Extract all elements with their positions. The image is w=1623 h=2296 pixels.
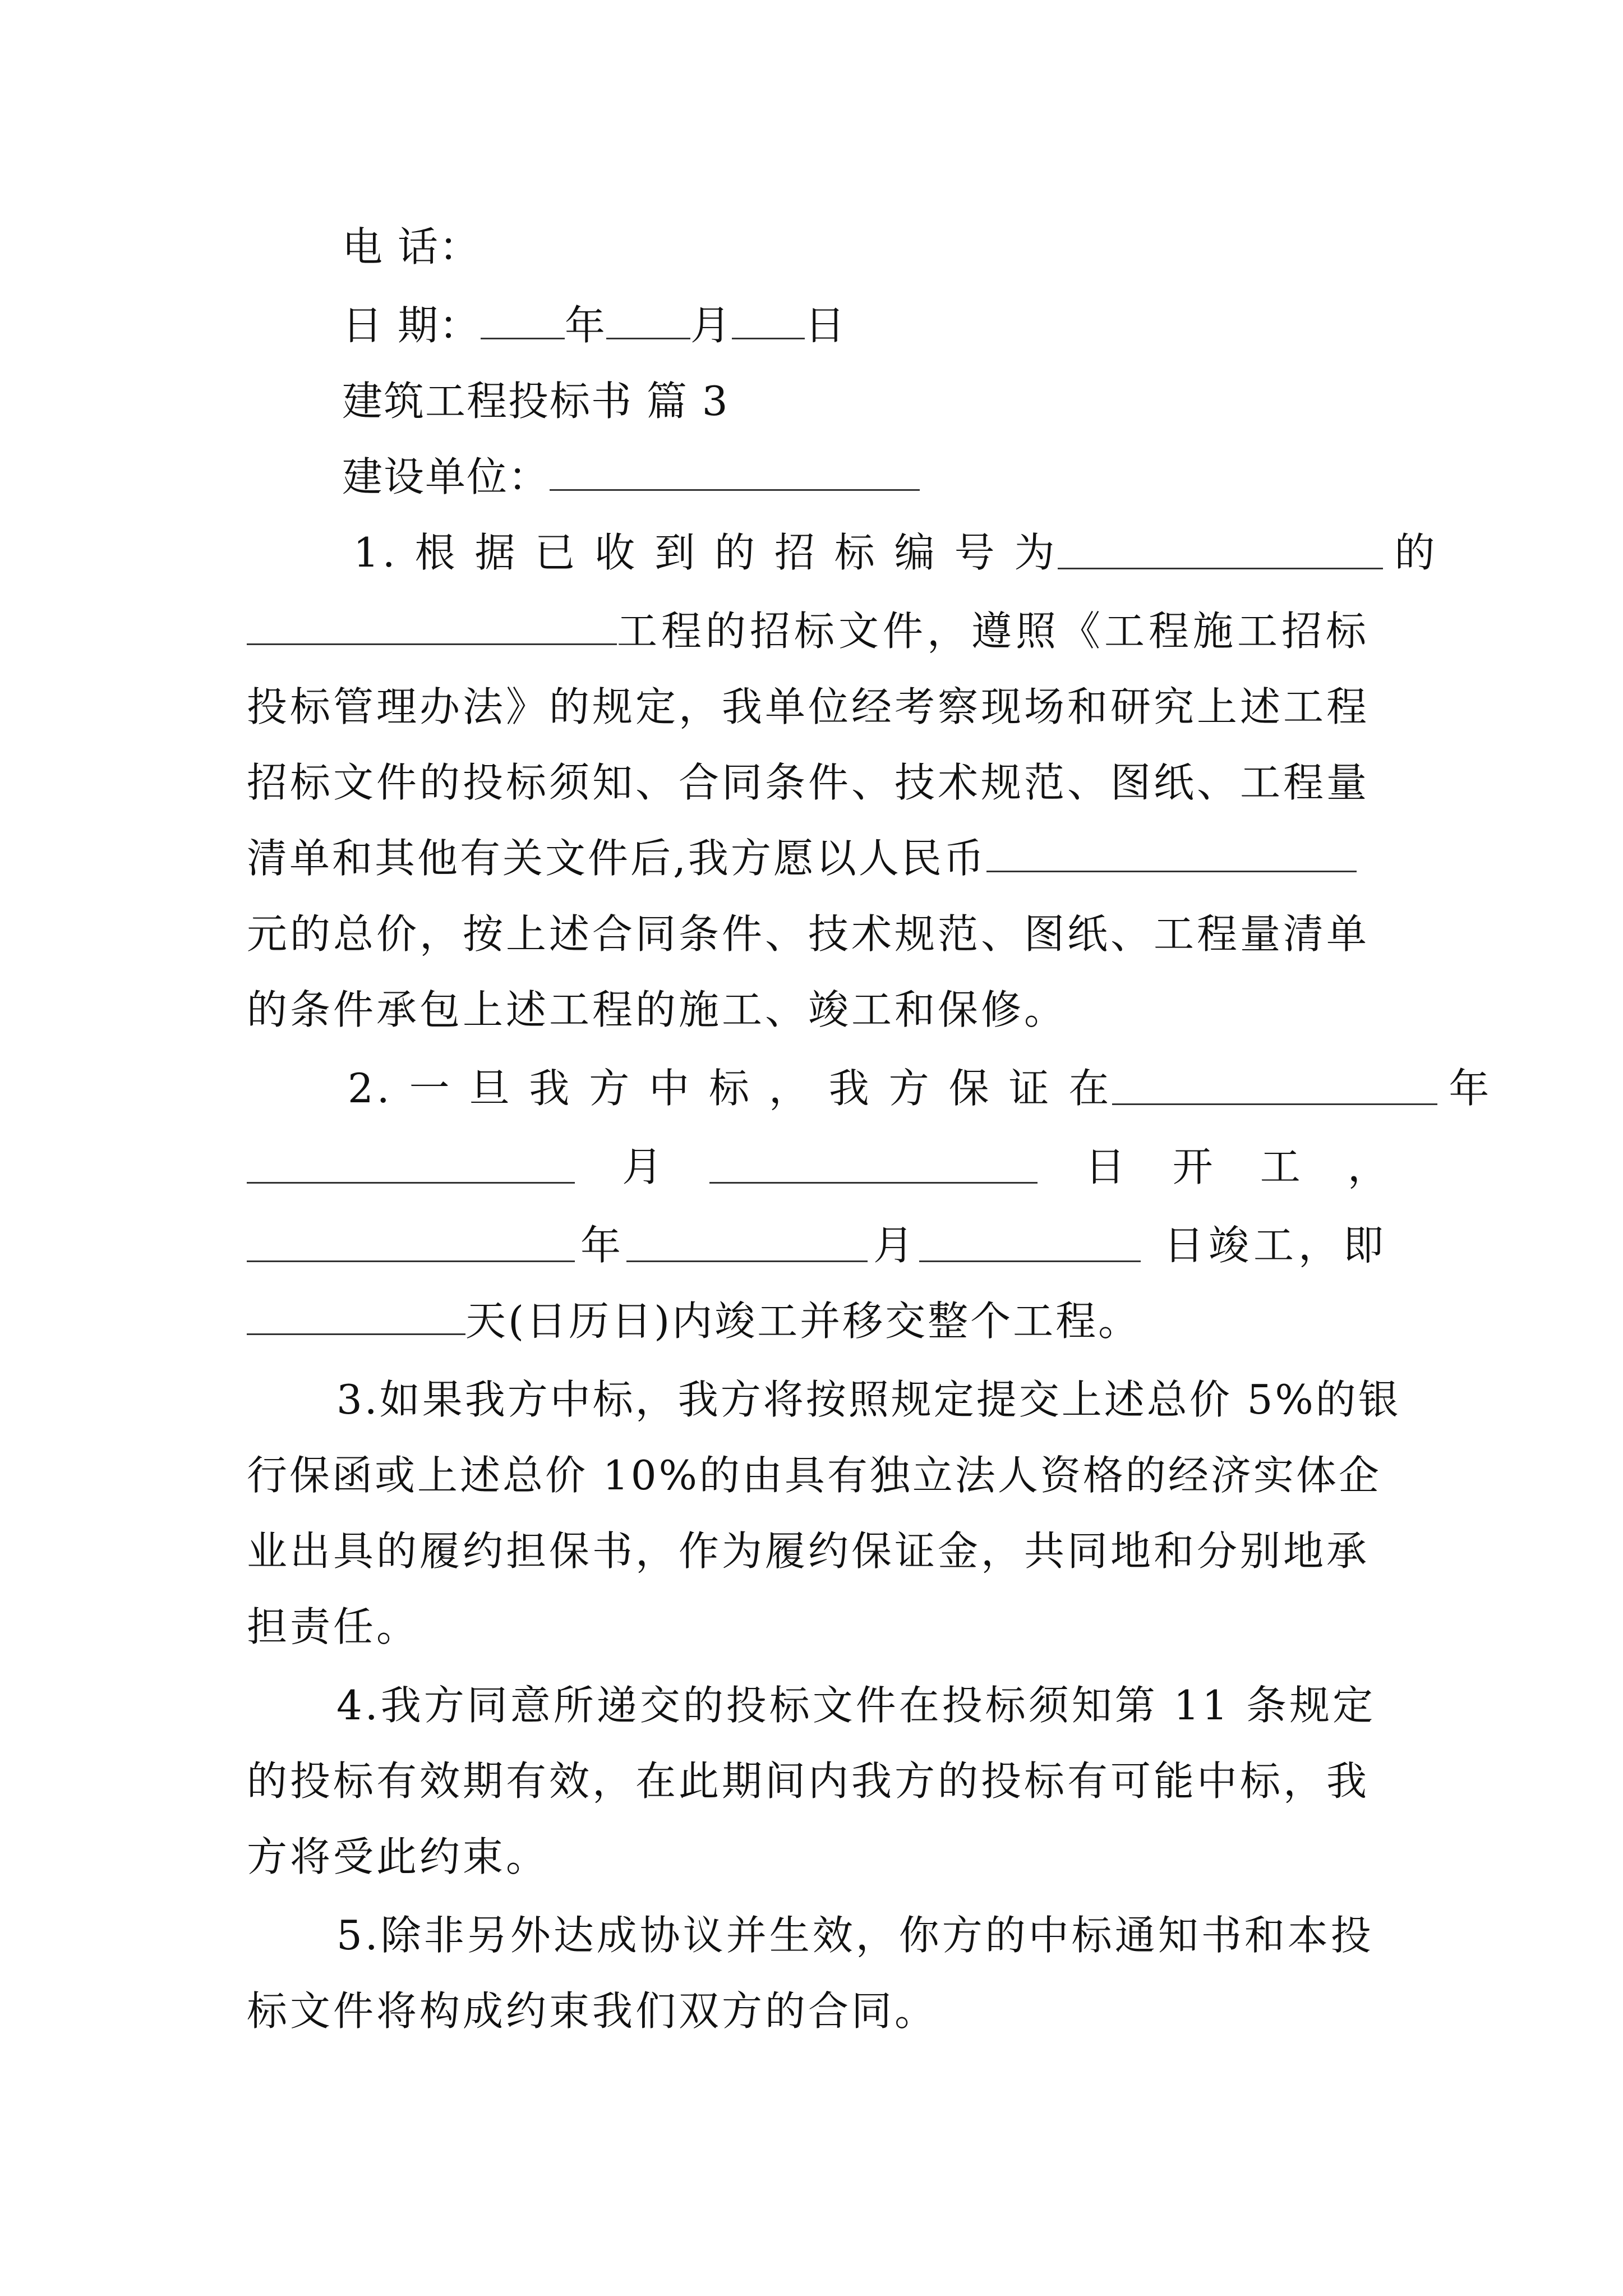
- clause-2-text-b: 年: [1449, 1065, 1490, 1112]
- date-year-blank: [481, 301, 565, 339]
- clause-1-line-1: [353, 524, 1435, 581]
- date-year-label: 年: [564, 302, 606, 349]
- clause-1-line-4: [247, 754, 1370, 811]
- clause-3-line-3: [247, 1523, 1370, 1579]
- clause-2-text-4: 天(日历日)内竣工并移交整个工程。: [465, 1297, 1141, 1345]
- clause-1-line-2: [247, 603, 1370, 659]
- date-day-blank: [732, 301, 805, 339]
- clause-2-month: 月: [622, 1143, 663, 1190]
- end-day-blank: [919, 1223, 1141, 1262]
- date-line: [342, 297, 846, 353]
- clause-1-text-7: 的条件承包上述工程的施工、竣工和保修。: [247, 986, 1068, 1033]
- clause-5-line-1: [336, 1907, 1374, 1963]
- clause-5-text-2: 标文件将构成约束我们双方的合同。: [247, 1987, 938, 2035]
- clause-2-text-a: 2. 一 旦 我 方 中 标 ， 我 方 保 证 在: [348, 1065, 1113, 1112]
- clause-1-text-6: 元的总价，按上述合同条件、技术规范、图纸、工程量清单: [247, 910, 1370, 958]
- phone-label: 电 话：: [342, 223, 481, 270]
- end-month-blank: [626, 1223, 868, 1262]
- clause-4-line-1: [336, 1677, 1376, 1733]
- date-month-label: 月: [690, 302, 732, 349]
- clause-1-line-6: [247, 906, 1370, 962]
- clause-4-text-3: 方将受此约束。: [247, 1833, 550, 1880]
- section-title: [342, 373, 729, 429]
- clause-3-line-1: [336, 1372, 1401, 1428]
- clause-3-text-1: 3.如果我方中标，我方将按照规定提交上述总价 5%的银: [336, 1376, 1401, 1423]
- clause-1-text-2: 工程的招标文件，遵照《工程施工招标: [617, 608, 1371, 655]
- date-label: 日 期：: [342, 302, 481, 349]
- clause-2-line-3: [247, 1217, 1388, 1273]
- clause-1-text-4: 招标文件的投标须知、合同条件、技术规范、图纸、工程量: [247, 759, 1370, 806]
- clause-1-line-5: [247, 830, 1357, 886]
- phone-line: [342, 219, 481, 275]
- clause-4-text-1: 4.我方同意所递交的投标文件在投标须知第 11 条规定: [336, 1682, 1376, 1729]
- clause-4-text-2: 的投标有效期有效，在此期间内我方的投标有可能中标，我: [247, 1757, 1370, 1805]
- end-year-blank: [247, 1223, 575, 1262]
- duration-blank: [247, 1296, 465, 1335]
- clause-2-line-2: [247, 1139, 1388, 1195]
- clause-1-line-7: [247, 982, 1067, 1038]
- section-title-text: 建筑工程投标书 篇 3: [342, 378, 729, 425]
- clause-1-line-3: [247, 679, 1370, 735]
- clause-3-line-4: [247, 1599, 419, 1655]
- owner-label: 建设单位：: [342, 453, 550, 500]
- amount-blank: [986, 834, 1357, 872]
- project-name-blank: [247, 606, 617, 645]
- clause-1-text-a: 1. 根 据 已 收 到 的 招 标 编 号 为: [353, 529, 1058, 576]
- start-year-blank: [1112, 1066, 1437, 1105]
- clause-1-text-b: 的: [1394, 529, 1435, 576]
- owner-blank: [550, 452, 920, 491]
- owner-line: [342, 449, 920, 505]
- clause-2-end-month: 月: [873, 1222, 914, 1269]
- clause-4-line-2: [247, 1753, 1370, 1809]
- clause-4-line-3: [247, 1829, 549, 1885]
- clause-1-text-5: 清单和其他有关文件后,我方愿以人民币: [247, 835, 986, 882]
- clause-2-end-year: 年: [580, 1222, 621, 1269]
- date-day-label: 日: [804, 302, 846, 349]
- clause-2-start: 开: [1172, 1143, 1213, 1190]
- date-month-blank: [606, 301, 690, 339]
- clause-2-work: 工: [1260, 1143, 1301, 1190]
- clause-1-text-3: 投标管理办法》的规定，我单位经考察现场和研究上述工程: [247, 683, 1370, 730]
- start-day-blank: [709, 1145, 1038, 1184]
- clause-3-text-3: 业出具的履约担保书，作为履约保证金，共同地和分别地承: [247, 1527, 1370, 1575]
- clause-2-comma: ，: [1347, 1143, 1388, 1190]
- clause-2-line-1: [348, 1060, 1490, 1116]
- clause-2-line-4: [247, 1293, 1141, 1349]
- tender-number-blank: [1058, 531, 1383, 569]
- clause-2-day: 日: [1085, 1143, 1126, 1190]
- clause-5-line-2: [247, 1983, 938, 2039]
- clause-3-line-2: [247, 1447, 1381, 1503]
- clause-5-text-1: 5.除非另外达成协议并生效，你方的中标通知书和本投: [336, 1912, 1374, 1959]
- clause-3-text-2: 行保函或上述总价 10%的由具有独立法人资格的经济实体企: [247, 1452, 1381, 1499]
- start-month-blank: [247, 1145, 575, 1184]
- clause-2-end-text: 日竣工，即: [1163, 1222, 1388, 1269]
- clause-3-text-4: 担责任。: [247, 1603, 420, 1650]
